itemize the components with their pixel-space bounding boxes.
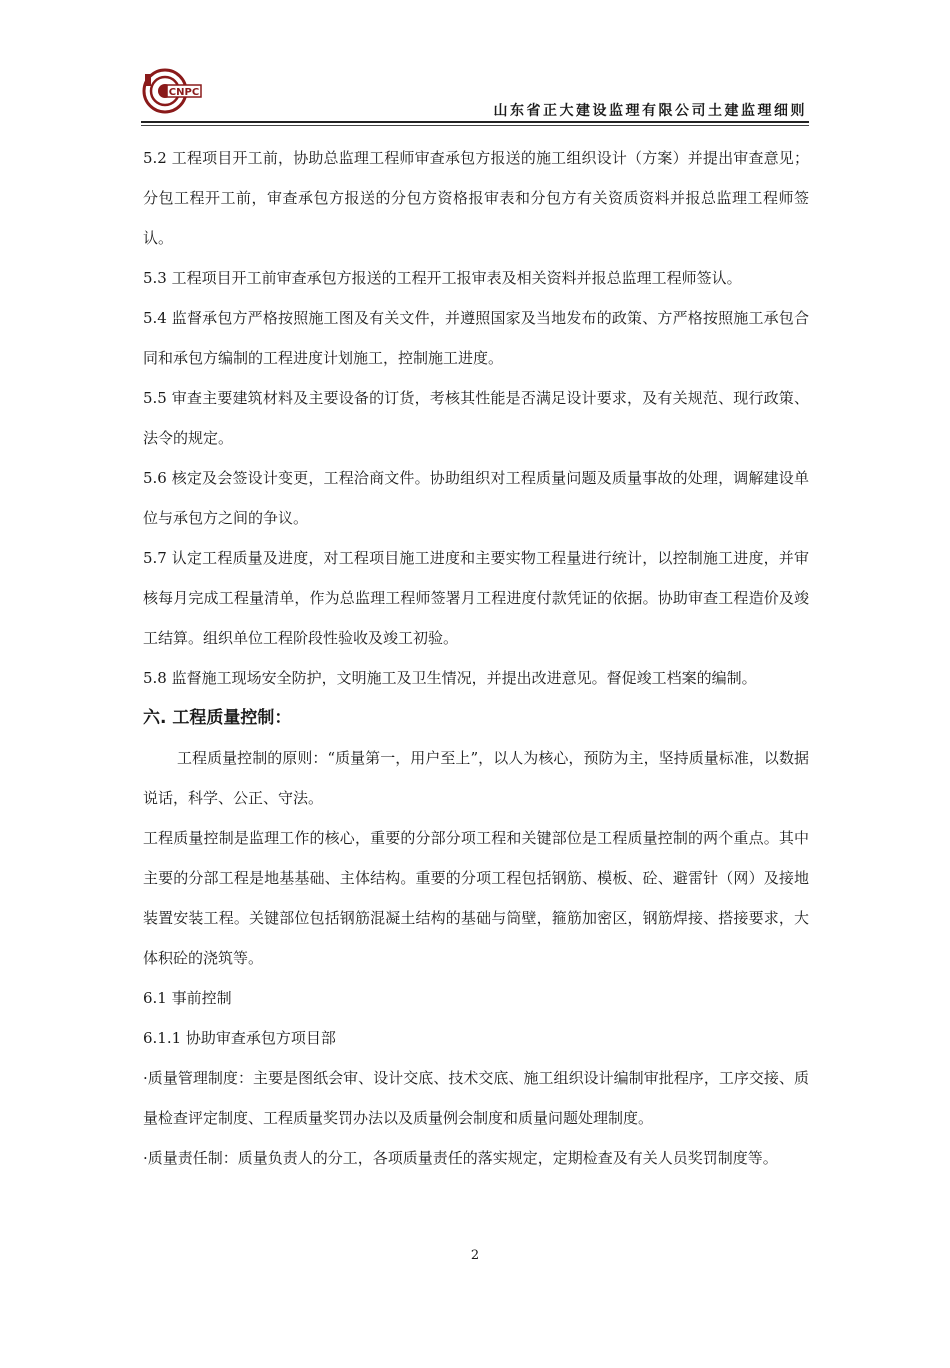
paragraph-5-3: 5.3 工程项目开工前审查承包方报送的工程开工报审表及相关资料并报总监理工程师签认。	[143, 269, 742, 287]
page-number: 2	[470, 1248, 480, 1263]
header-divider	[141, 121, 809, 126]
document-body	[143, 138, 809, 1178]
paragraph-5-5: 5.5 审查主要建筑材料及主要设备的订货，考核其性能是否满足设计要求，及有关规范、现行政策、法令的规定。	[143, 389, 809, 447]
subheading-6-1: 6.1 事前控制	[143, 989, 232, 1007]
quality-principle: 工程质量控制的原则：“质量第一，用户至上”，以人为核心，预防为主，坚持质量标准，以数据说话，科学、公正、守法。	[143, 749, 809, 807]
subheading-6-1-1: 6.1.1 协助审查承包方项目部	[143, 1029, 336, 1047]
paragraph-5-6: 5.6 核定及会签设计变更，工程洽商文件。协助组织对工程质量问题及质量事故的处理，调解建设单位与承包方之间的争议。	[143, 469, 809, 527]
paragraph-5-2: 5.2 工程项目开工前，协助总监理工程师审查承包方报送的施工组织设计（方案）并提出审查意见；分包工程开工前，审查承包方报送的分包方资格报审表和分包方有关资质资料并报总监理工程师签认。	[143, 149, 809, 247]
bullet-quality-responsibility: ·质量责任制：质量负责人的分工，各项质量责任的落实规定，定期检查及有关人员奖罚制度等。	[143, 1149, 778, 1167]
paragraph-5-8: 5.8 监督施工现场安全防护，文明施工及卫生情况，并提出改进意见。督促竣工档案的编制。	[143, 669, 757, 687]
header-title: 山东省正大建设监理有限公司土建监理细则	[493, 103, 807, 119]
paragraph-5-7: 5.7 认定工程质量及进度，对工程项目施工进度和主要实物工程量进行统计，以控制施工进度，并审核每月完成工程量清单，作为总监理工程师签署月工程进度付款凭证的依据。协助审查工程造价及竣工结算。组织单位工程阶段性验收及竣工初验。	[143, 549, 809, 647]
quality-core: 工程质量控制是监理工作的核心，重要的分部分项工程和关键部位是工程质量控制的两个重点。其中主要的分部工程是地基基础、主体结构。重要的分项工程包括钢筋、模板、砼、避雷针（网）及接地装置安装工程。关键部位包括钢筋混凝土结构的基础与筒壁，箍筋加密区，钢筋焊接、搭接要求，大体积砼的浇筑等。	[143, 829, 809, 967]
paragraph-5-4: 5.4 监督承包方严格按照施工图及有关文件，并遵照国家及当地发布的政策、方严格按照施工承包合同和承包方编制的工程进度计划施工，控制施工进度。	[143, 309, 809, 367]
bullet-quality-system: ·质量管理制度：主要是图纸会审、设计交底、技术交底、施工组织设计编制审批程序，工序交接、质量检查评定制度、工程质量奖罚办法以及质量例会制度和质量问题处理制度。	[143, 1069, 809, 1127]
section-heading: 六. 工程质量控制：	[143, 708, 292, 728]
logo-text: CNPC	[168, 87, 200, 98]
company-logo-icon	[141, 64, 203, 116]
